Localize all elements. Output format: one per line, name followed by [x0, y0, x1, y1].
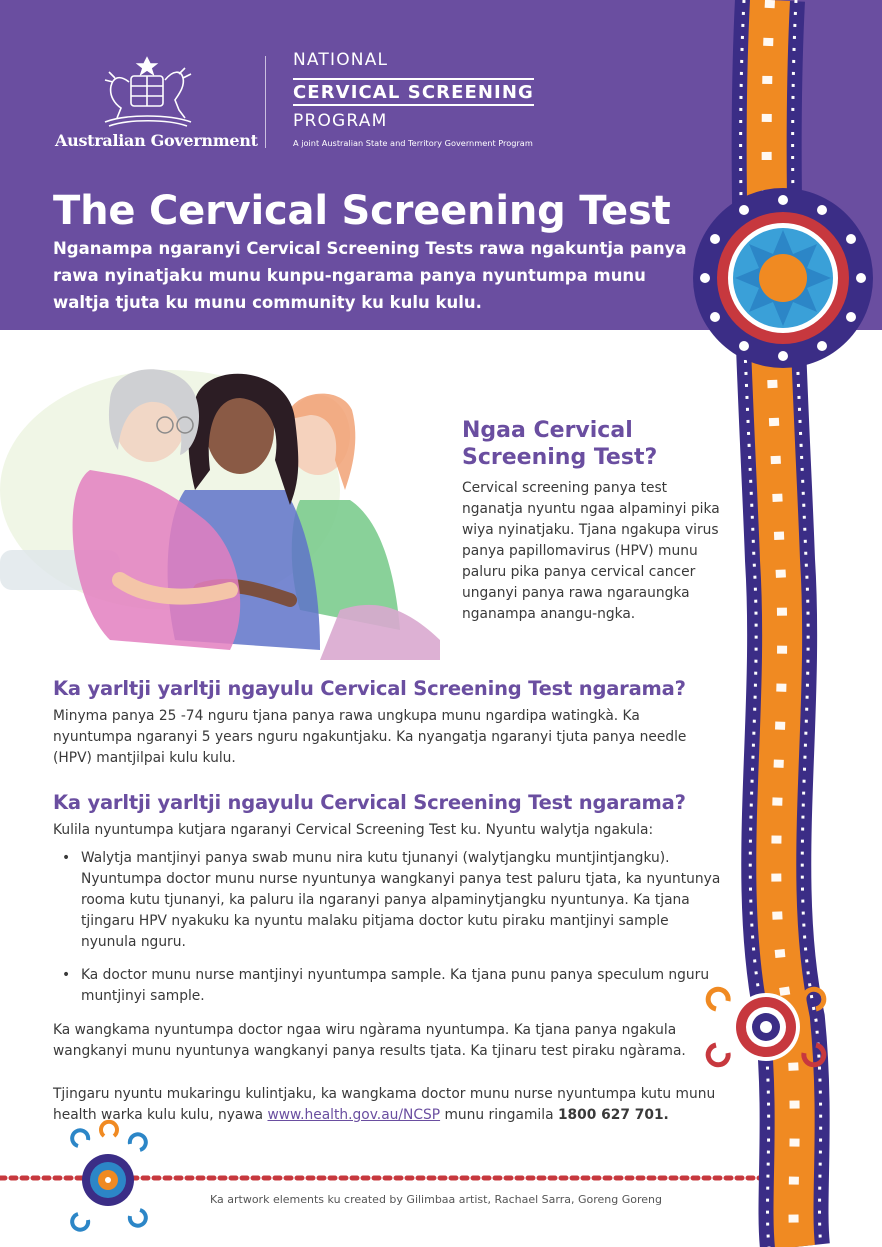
page-title: The Cervical Screening Test	[53, 188, 671, 234]
list-item: • Ka doctor munu nurse mantjinyi nyuntumpa sample. Ka tjana punu panya speculum nguru muntjinyi sample.	[53, 965, 723, 1007]
options-list	[53, 848, 723, 1007]
artwork-credit: Ka artwork elements ku created by Gilimbaa artist, Rachael Sarra, Goreng Goreng	[210, 1193, 662, 1206]
contact-lead: Tjingaru nyuntu mukaringu kulintjaku, ka wangkama doctor munu nurse nyuntumpa kutu munu health warka kulu kulu, nyawa	[53, 1086, 716, 1123]
artwork-small-medallion	[708, 989, 824, 1065]
program-name-line3: PROGRAM	[293, 111, 388, 131]
contact-middle: munu ringamila	[440, 1107, 558, 1123]
dotted-divider	[0, 1175, 770, 1181]
section2-closing: Ka wangkama nyuntumpa doctor ngaa wiru ngàrama nyuntumpa. Ka tjana panya ngakula wangkanyi munu nyuntunya wangkanyi panya results tjata. Ka tjinaru test piraku ngàrama.	[53, 1022, 686, 1059]
section1-heading: Ka yarltji yarltji ngayulu Cervical Screening Test ngarama?	[53, 677, 686, 700]
coat-of-arms-icon	[95, 52, 200, 130]
women-illustration	[0, 340, 445, 660]
logo-divider	[265, 56, 266, 148]
program-name-line1: NATIONAL	[293, 50, 389, 70]
section2-heading: Ka yarltji yarltji ngayulu Cervical Screening Test ngarama?	[53, 791, 686, 814]
government-name: Australian Government	[55, 131, 258, 150]
what-is-heading: Ngaa Cervical Screening Test?	[462, 418, 658, 470]
intro-text: Nganampa ngaranyi Cervical Screening Tests rawa ngakuntja panya rawa nyinatjaku munu kunpu-ngarama panya nyuntumpa munu waltja tjuta ku munu community ku kulu kulu.	[53, 239, 687, 312]
phone-number: 1800 627 701.	[557, 1107, 669, 1123]
list-item: • Walytja mantjinyi panya swab munu nira kutu tjunanyi (walytjangku muntjintjangku). Nyuntumpa doctor munu nurse nyuntunya wangkanyi panya test paluru tjata, ka nyuntunya rooma kutu tjunanyi, ka paluru ila ngaranyi panya alpaminytjangku nyuntunya. Ka tjana tjingaru HPV nyakuku ka nyuntu malaku pitjama doctor kutu piraku mantjinyi sample nyunula nguru.	[53, 848, 723, 953]
program-subtitle: A joint Australian State and Territory Government Program	[293, 138, 533, 148]
ncsp-link[interactable]: www.health.gov.au/NCSP	[267, 1107, 441, 1123]
header-banner	[0, 0, 882, 330]
section2-intro: Kulila nyuntumpa kutjara ngaranyi Cervical Screening Test ku. Nyuntu walytja ngakula:	[53, 822, 654, 838]
program-name-line2: CERVICAL SCREENING	[293, 78, 534, 106]
section1-body: Minyma panya 25 -74 nguru tjana panya rawa ungkupa munu ngardipa watingkà. Ka nyuntumpa ngaranyi 5 years nguru ngakuntjaku. Ka nyangatja ngaranyi tjuta panya needle (HPV) mantjilpai kulu kulu.	[53, 708, 687, 766]
contact-text	[53, 1084, 723, 1126]
what-is-body: Cervical screening panya test nganatja nyuntu ngaa alpaminyi pika wiya nyinatjaku. Tjana ngakupa virus panya papillomavirus (HPV) munu paluru pika panya cervical cancer unganyi panya rawa ngaraungka nganampa anangu-ngka.	[462, 480, 720, 622]
